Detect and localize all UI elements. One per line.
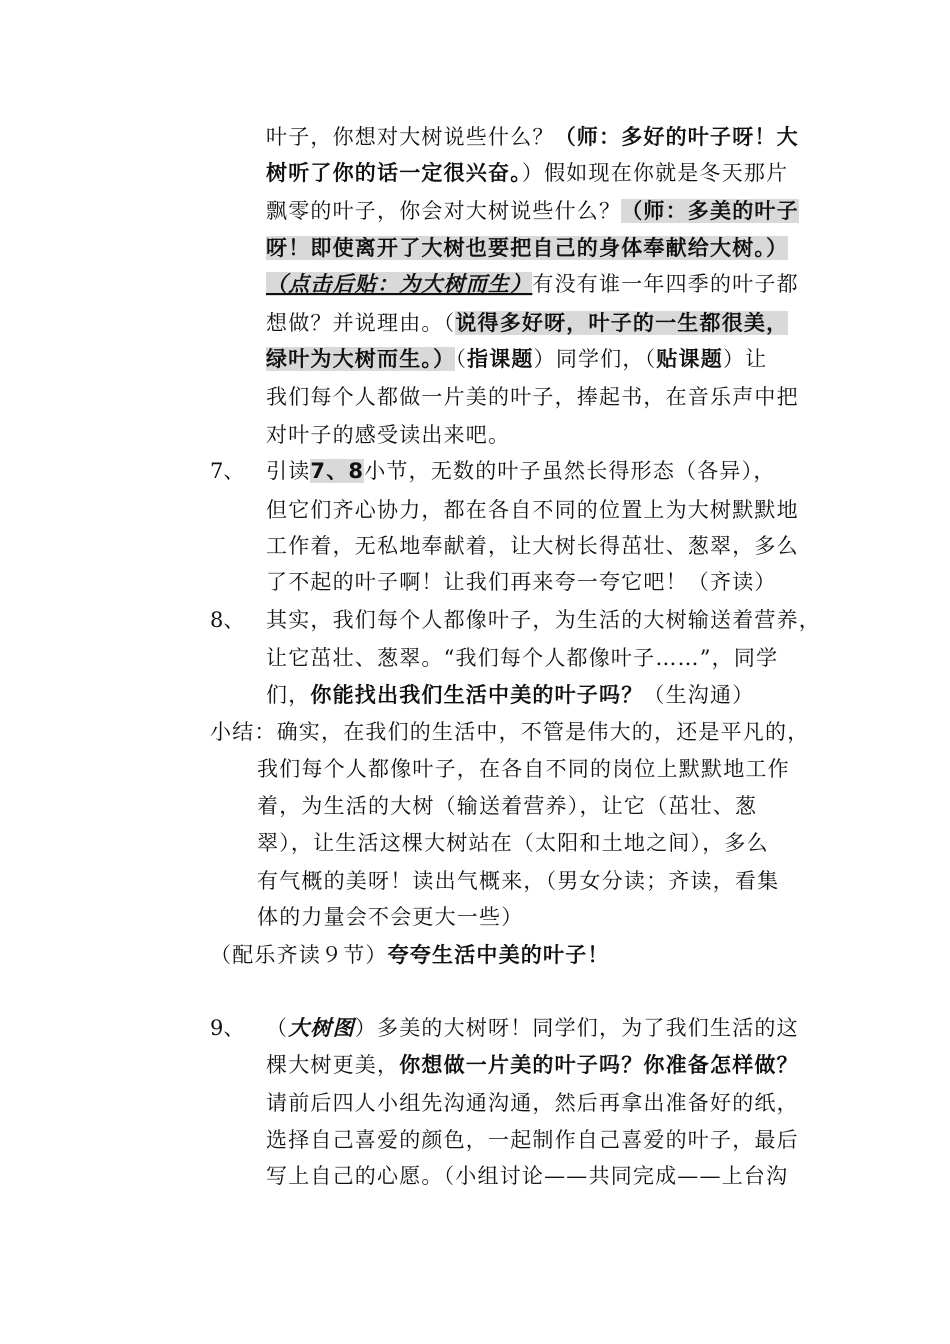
paragraph-line	[266, 566, 777, 598]
paragraph-line	[257, 827, 769, 859]
bold-text: 夸夸生活中美的叶子！	[387, 943, 610, 967]
paragraph-line	[257, 753, 790, 785]
text: 我们每个人都做一片美的叶子，捧起书，在音乐声中把	[266, 385, 799, 409]
paragraph-line	[266, 381, 799, 413]
text: 体的力量会不会更大一些）	[257, 905, 524, 929]
text: （	[455, 347, 468, 371]
text: 着，为生活的大树（输送着营养），让它（茁壮、葱	[257, 794, 758, 818]
paragraph-line	[266, 455, 776, 487]
text: 了不起的叶子啊！让我们再来夸一夸它吧！（齐读）	[266, 570, 777, 594]
text: 们，	[266, 683, 311, 707]
bold-text: 你能找出我们生活中美的叶子吗？	[310, 683, 644, 707]
paragraph-line	[257, 790, 757, 822]
text: 想做？并说理由。（	[266, 311, 456, 335]
text: （	[266, 1016, 289, 1040]
paragraph-line	[266, 1049, 799, 1081]
text: 让它茁壮、葱翠。“我们每个人都像叶子……”，同学	[266, 646, 779, 670]
text: 有没有谁一年四季的叶子都	[532, 272, 799, 296]
italic-bold-text: 大树图	[288, 1016, 355, 1040]
highlighted-bold-text: 绿叶为大树而生。）	[266, 347, 456, 371]
paragraph-line	[266, 1160, 788, 1192]
text: 棵大树更美，	[266, 1053, 400, 1077]
text: 工作着，无私地奉献着，让大树长得茁壮、葱翠，多么	[266, 534, 799, 558]
text: 对叶子的感受读出来吧。	[266, 423, 511, 447]
text: ）多美的大树呀！同学们，为了我们生活的这	[354, 1016, 799, 1040]
text: 翠），让生活这棵大树站在（太阳和土地之间），多么	[257, 831, 769, 855]
paragraph-line	[210, 939, 610, 971]
bold-text: 贴课题	[656, 347, 723, 371]
bold-text: 你想做一片美的叶子吗？你准备怎样做？	[399, 1053, 799, 1077]
bold-text: （师：多好的叶子呀！大	[554, 125, 799, 149]
text: 引读	[266, 459, 311, 483]
item-number-9: 9、	[210, 1016, 245, 1040]
paragraph-line	[266, 307, 788, 339]
paragraph-line	[266, 121, 799, 153]
item-number-7: 7、	[210, 459, 245, 483]
paragraph-line	[266, 679, 754, 711]
paragraph-line	[266, 530, 799, 562]
paragraph-line	[266, 604, 821, 636]
highlighted-bold-text: （师：多美的叶子	[621, 199, 799, 223]
highlighted-bold-text: 7、8	[310, 459, 365, 483]
highlighted-italic-text: （点击后贴：为大树而生）	[266, 272, 533, 296]
text: ）假如现在你就是冬天那片	[521, 161, 789, 185]
text: 小结：确实，在我们的生活中，不管是伟大的，还是平凡的，	[210, 720, 810, 744]
paragraph-line	[266, 494, 799, 526]
bold-text: 树听了你的话一定很兴奋。	[266, 161, 522, 185]
paragraph-line	[266, 1087, 799, 1119]
item-number-8: 8、	[210, 608, 245, 632]
paragraph-line	[257, 865, 779, 897]
text: 写上自己的心愿。（小组讨论——共同完成——上台沟	[266, 1164, 789, 1188]
paragraph-line	[266, 232, 788, 264]
text: 小节，无数的叶子虽然长得形态（各异），	[364, 459, 776, 483]
text: ）同学们，（	[533, 347, 657, 371]
paragraph-line	[266, 157, 788, 189]
text: 飘零的叶子，你会对大树说些什么？	[266, 199, 622, 223]
paragraph-line	[266, 268, 799, 300]
text: 有气概的美呀！读出气概来，（男女分读；齐读，看集	[257, 869, 780, 893]
bold-text: 指课题	[467, 347, 534, 371]
summary-line	[210, 716, 809, 748]
paragraph-line	[266, 1124, 799, 1156]
text: （配乐齐读９节）	[210, 943, 388, 967]
paragraph-line	[266, 1012, 799, 1044]
text: ）让	[722, 347, 768, 371]
text: 我们每个人都像叶子，在各自不同的岗位上默默地工作	[257, 757, 790, 781]
text: 选择自己喜爱的颜色，一起制作自己喜爱的叶子，最后	[266, 1128, 799, 1152]
highlighted-bold-text: 呀！即使离开了大树也要把自己的身体奉献给大树。）	[266, 236, 789, 260]
highlighted-bold-text: 说得多好呀，叶子的一生都很美，	[455, 311, 789, 335]
text: 叶子，你想对大树说些什么？	[266, 125, 555, 149]
paragraph-line	[266, 419, 510, 451]
text: （生沟通）	[643, 683, 755, 707]
text: 但它们齐心协力，都在各自不同的位置上为大树默默地	[266, 498, 799, 522]
paragraph-line	[266, 343, 767, 375]
text: 请前后四人小组先沟通沟通，然后再拿出准备好的纸，	[266, 1091, 799, 1115]
paragraph-line	[257, 901, 523, 933]
paragraph-line	[266, 642, 778, 674]
paragraph-line	[266, 195, 799, 227]
text: 其实，我们每个人都像叶子，为生活的大树输送着营养，	[266, 608, 821, 632]
